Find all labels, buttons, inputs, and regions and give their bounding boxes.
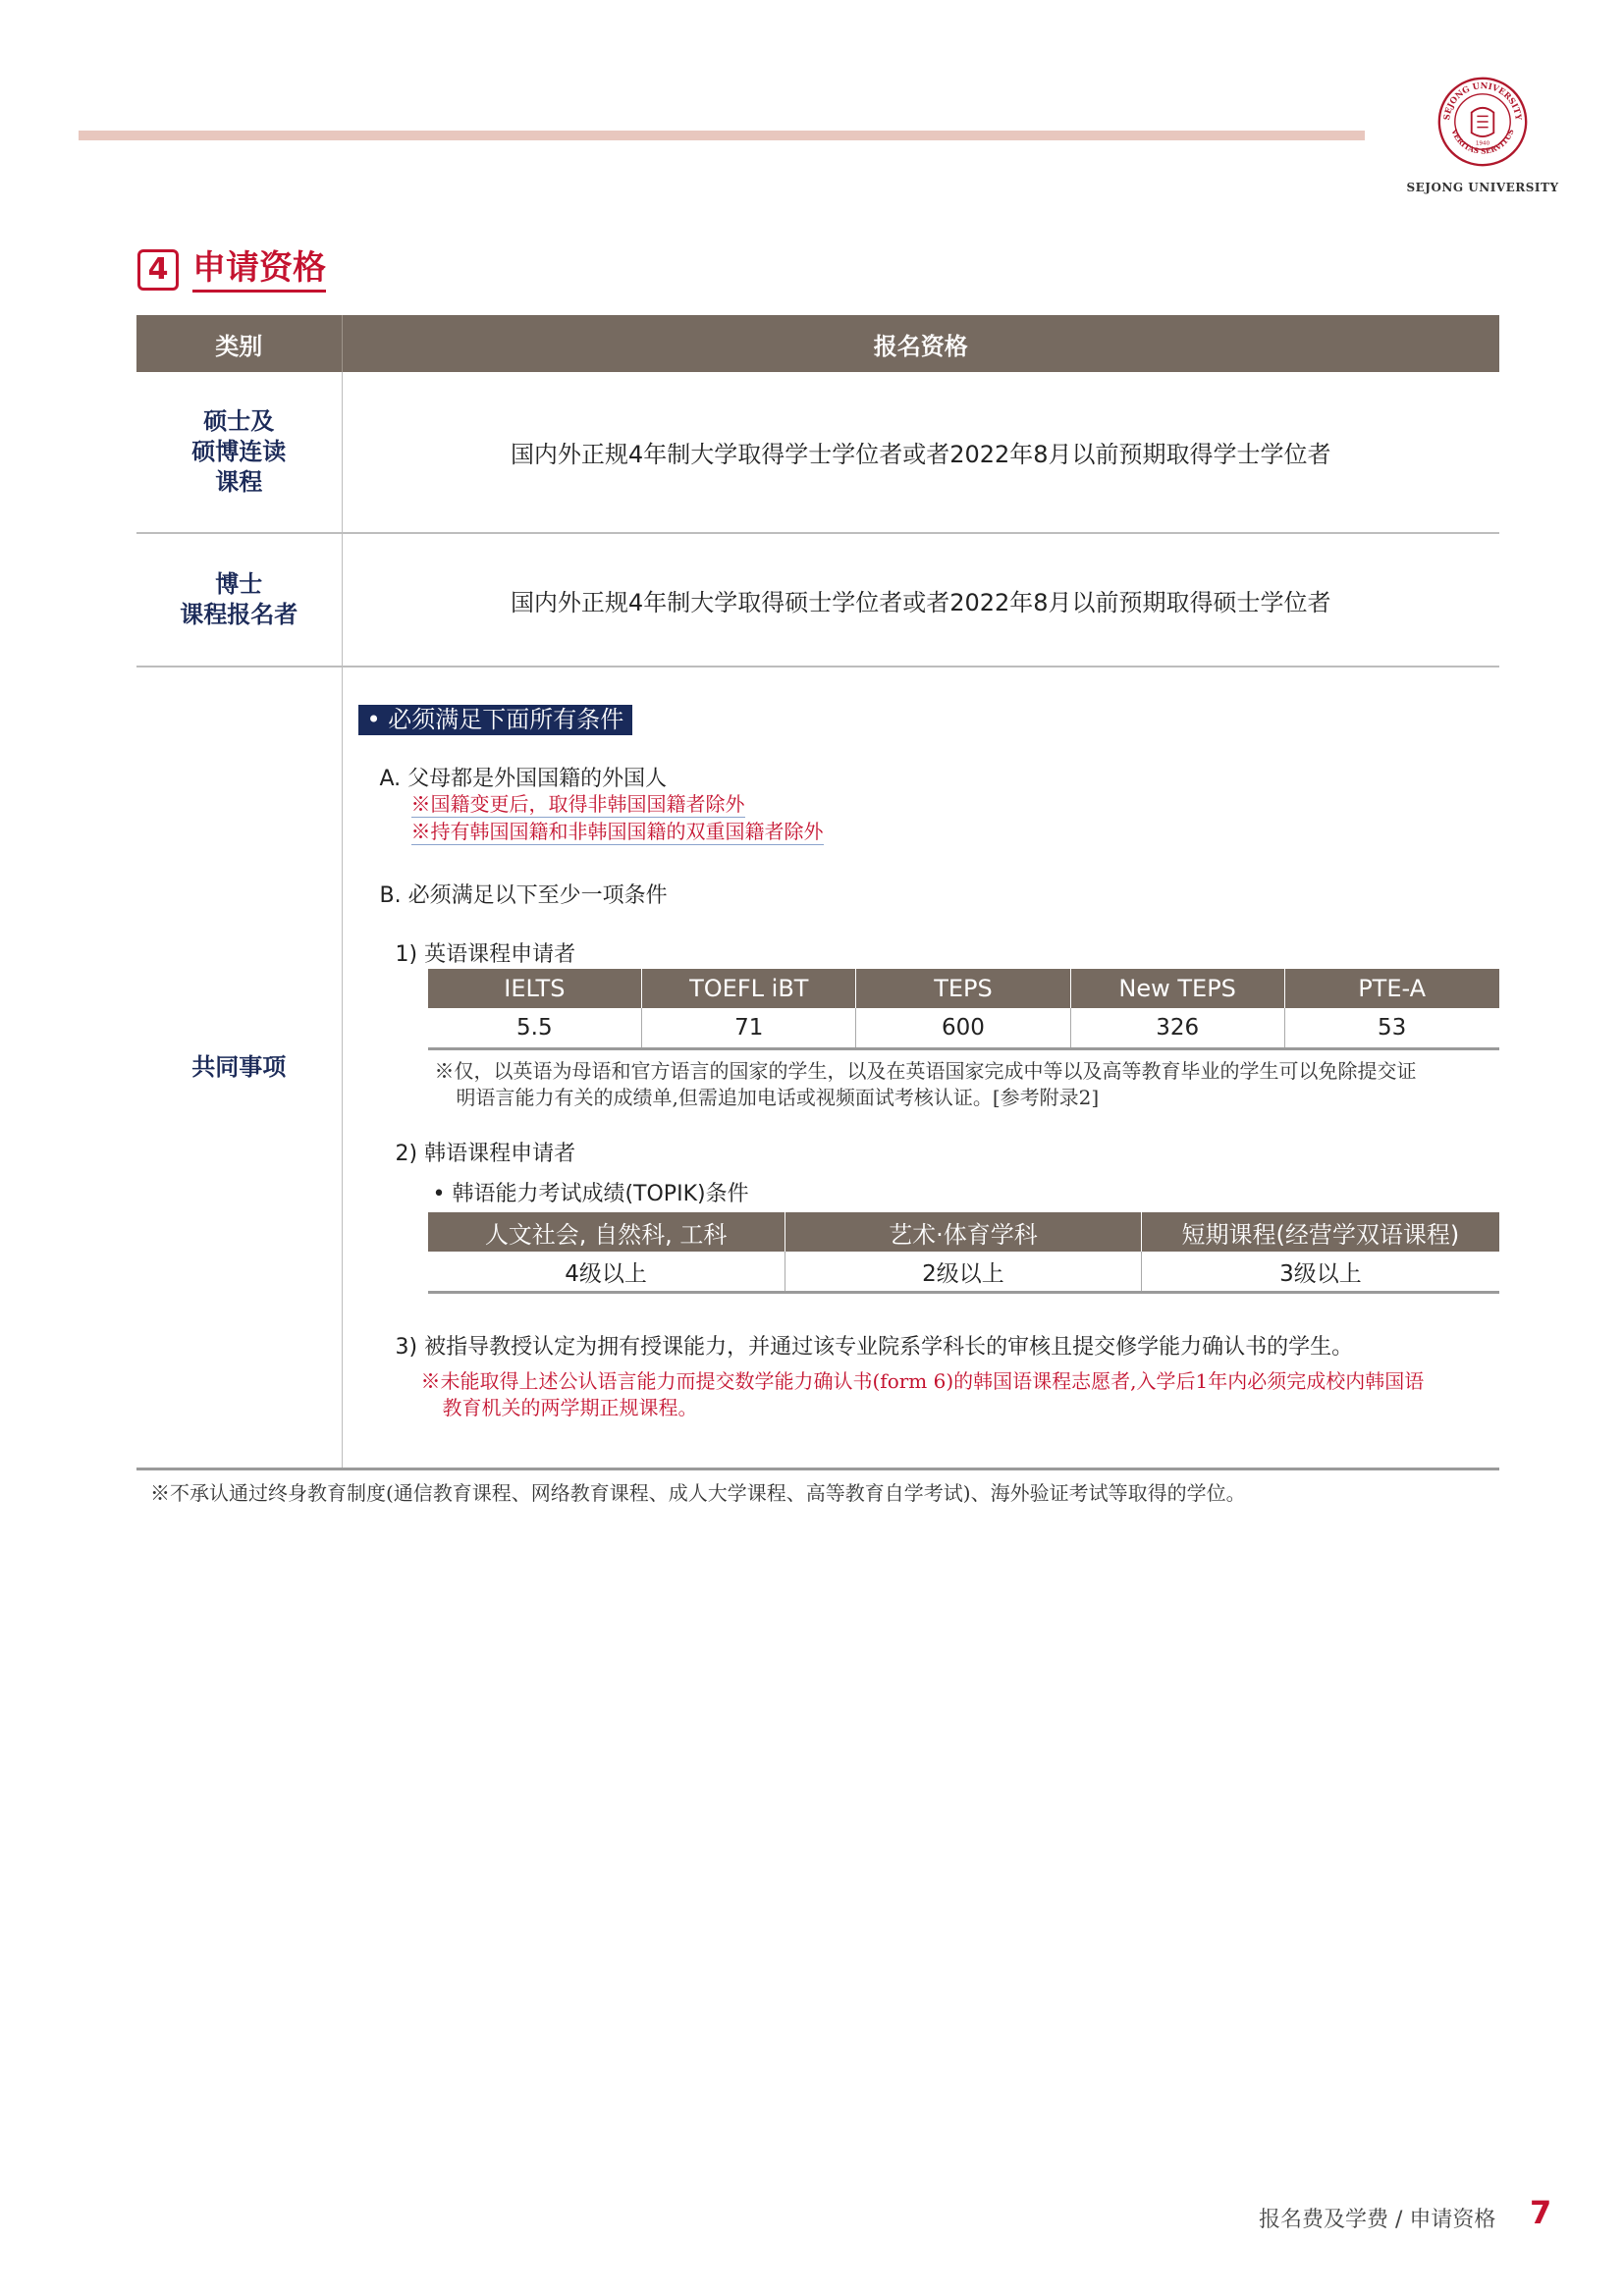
- english-score-ielts: 5.5: [428, 1008, 642, 1049]
- category-masters: 硕士及 硕博连读 课程: [136, 372, 342, 533]
- english-score-pte: 53: [1284, 1008, 1498, 1049]
- topik-score-table: [428, 1212, 1499, 1294]
- topik-score-row: [428, 1252, 1499, 1293]
- english-header-teps: TEPS: [856, 969, 1070, 1008]
- english-exemption-note: ※仅，以英语为母语和官方语言的国家的学生，以及在英语国家完成中等以及高等教育毕业的学生可以免除提交证 明语言能力有关的成绩单,但需追加电话或视频面试考核认证。[参考附录2]: [434, 1059, 1417, 1109]
- eligibility-table: [136, 315, 1499, 1470]
- sejong-university-seal-logo: [1436, 76, 1529, 168]
- topik-condition-label: • 韩语能力考试成绩(TOPIK)条件: [432, 1182, 749, 1206]
- section-heading: [137, 245, 326, 294]
- footer-section-label: 报名费及学费 / 申请资格: [1259, 2208, 1496, 2232]
- english-score-new-teps: 326: [1070, 1008, 1284, 1049]
- topik-header-humanities: 人文社会, 自然科, 工科: [428, 1212, 785, 1252]
- table-row-doctoral: [136, 533, 1499, 667]
- topik-header-short-term: 短期课程(经营学双语课程): [1142, 1212, 1499, 1252]
- english-score-teps: 600: [856, 1008, 1070, 1049]
- requirement-masters: 国内外正规4年制大学取得学士学位者或者2022年8月以前预期取得学士学位者: [342, 372, 1499, 533]
- korean-applicant-label: 2) 韩语课程申请者: [395, 1142, 576, 1166]
- english-header-ielts: IELTS: [428, 969, 642, 1008]
- english-header-toefl: TOEFL iBT: [642, 969, 856, 1008]
- english-applicant-label: 1) 英语课程申请者: [395, 942, 576, 967]
- condition-a-label: A. 父母都是外国国籍的外国人: [379, 767, 668, 791]
- category-doctoral: 博士 课程报名者: [136, 533, 342, 667]
- topik-header-arts: 艺术·体育学科: [785, 1212, 1142, 1252]
- top-divider-bar: [79, 131, 1365, 140]
- svg-text:1940: 1940: [1475, 140, 1490, 147]
- logo-caption: SEJONG UNIVERSITY: [1406, 181, 1559, 194]
- condition-a-note-2: ※持有韩国国籍和非韩国国籍的双重国籍者除外: [410, 820, 824, 843]
- condition-3-label: 3) 被指导教授认定为拥有授课能力，并通过该专业院系学科长的审核且提交修学能力确认书的学生。: [395, 1335, 1354, 1360]
- section-title: 申请资格: [192, 248, 326, 293]
- requirement-doctoral: 国内外正规4年制大学取得硕士学位者或者2022年8月以前预期取得硕士学位者: [342, 533, 1499, 667]
- category-common: 共同事项: [136, 667, 342, 1469]
- table-row-masters: [136, 372, 1499, 533]
- header-category: 类别: [136, 315, 342, 372]
- svg-text:SEJONG UNIVERSITY: SEJONG UNIVERSITY: [1441, 80, 1524, 121]
- topik-level-humanities: 4级以上: [428, 1252, 785, 1293]
- topik-level-short-term: 3级以上: [1142, 1252, 1499, 1293]
- english-header-new-teps: New TEPS: [1070, 969, 1284, 1008]
- header-requirement: 报名资格: [342, 315, 1499, 372]
- table-row-common: [136, 667, 1499, 1469]
- degree-exclusion-footnote: ※不承认通过终身教育制度(通信教育课程、网络教育课程、成人大学课程、高等教育自学考试)、海外验证考试等取得的学位。: [150, 1481, 1246, 1505]
- english-header-pte: PTE-A: [1284, 969, 1498, 1008]
- condition-a-note-1: ※国籍变更后，取得非韩国国籍者除外: [410, 792, 745, 816]
- condition-b-label: B. 必须满足以下至少一项条件: [379, 883, 668, 908]
- topik-level-arts: 2级以上: [785, 1252, 1142, 1293]
- english-score-table: [428, 969, 1499, 1050]
- must-meet-all-label: • 必须满足下面所有条件: [358, 705, 633, 735]
- page-number: 7: [1530, 2194, 1552, 2231]
- condition-3-note: ※未能取得上述公认语言能力而提交数学能力确认书(form 6)的韩国语课程志愿者,入学后1年内必须完成校内韩国语 教育机关的两学期正规课程。: [420, 1369, 1425, 1419]
- english-score-toefl: 71: [642, 1008, 856, 1049]
- english-score-row: [428, 1008, 1499, 1049]
- common-requirements-cell: [342, 667, 1499, 1469]
- svg-text:VERITAS SERVITUS: VERITAS SERVITUS: [1449, 128, 1516, 156]
- section-number-badge: 4: [137, 249, 179, 291]
